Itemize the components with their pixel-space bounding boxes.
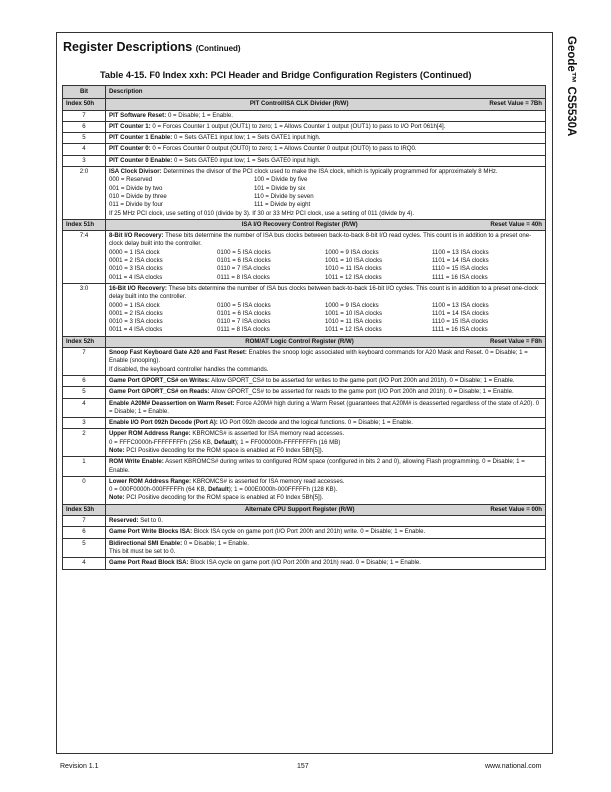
register-header-52h: Index 52h ROM/AT Logic Control Register (R/W) Reset Value = F8h [63, 336, 546, 347]
table-row: 7:4 8-Bit I/O Recovery: These bits determine the number of ISA bus clocks between back-to-back 8-bit I/O read cycles. This count is in addition to a preset one-clock delay built into the controller. 0000 = 1 ISA clock 0100 = 5 ISA clocks 1000 = 9 ISA clocks 1100 = 13 ISA clocks 0001 = 2 ISA clocks 0101 = 6 ISA clocks 1001 = 10 ISA clocks 1101 = 14 ISA clocks 0010 = 3 ISA clocks 0110 = 7 ISA clocks 1010 = 11 ISA clocks 1110 = 15 ISA clocks 0011 = 4 ISA clocks 0111 = 8 ISA clocks 1011 = 12 ISA clocks 1111 = 16 ISA clocks [63, 231, 546, 284]
table-row: 3 PIT Counter 0 Enable: 0 = Sets GATE0 input low; 1 = Sets GATE0 input high. [63, 155, 546, 166]
table-row: 6 Game Port GPORT_CS# on Writes: Allow GPORT_CS# to be asserted for writes to the game port (I/O Port 200h and 201h). 0 = Disable; 1 = Enable. [63, 375, 546, 386]
divisor-options: 000 = Reserved 100 = Divide by five 001 = Divide by two 101 = Divide by six 010 = Divide by three 110 = Divide by seven 011 = Divide by four 111 = Divide by eight [109, 176, 314, 209]
table-row: 7 PIT Software Reset: 0 = Disable; 1 = Enable. [63, 110, 546, 121]
footer-page-number: 157 [297, 763, 309, 770]
footer-revision: Revision 1.1 [60, 763, 99, 770]
table-row: 7 Snoop Fast Keyboard Gate A20 and Fast Reset: Enables the snoop logic associated with keyboard commands for A20 Mask and Reset. 0 = Disable; 1 = Enable (snooping). If disabled, the keyboard controller handles the commands. [63, 348, 546, 376]
recovery-options-8bit: 0000 = 1 ISA clock 0100 = 5 ISA clocks 1000 = 9 ISA clocks 1100 = 13 ISA clocks 0001 = 2 ISA clocks 0101 = 6 ISA clocks 1001 = 10 ISA clocks 1101 = 14 ISA clocks 0010 = 3 ISA clocks 0110 = 7 ISA clocks 1010 = 11 ISA clocks 1110 = 15 ISA clocks 0011 = 4 ISA clocks 0111 = 8 ISA clocks 1011 = 12 ISA clocks 1111 = 16 ISA clocks [109, 248, 489, 281]
table-row: 1 ROM Write Enable: Assert KBROMCS# during writes to configured ROM space (configured in bits 2 and 0), allowing Flash programming. 0 = Disable; 1 = Enable. [63, 457, 546, 477]
table-row: 7 Reserved: Set to 0. [63, 516, 546, 527]
section-title: Register Descriptions (Continued) [63, 40, 241, 54]
side-title: Geode™ CS5530A [565, 36, 577, 137]
table-row: 5 PIT Counter 1 Enable: 0 = Sets GATE1 input low; 1 = Sets GATE1 input high. [63, 133, 546, 144]
register-header-53h: Index 53h Alternate CPU Support Register (R/W) Reset Value = 00h [63, 504, 546, 515]
description-header: Description [106, 86, 546, 99]
table-title: Table 4-15. F0 Index xxh: PCI Header and Bridge Configuration Registers (Continued) [100, 70, 472, 80]
table-row: 5 Game Port GPORT_CS# on Reads: Allow GPORT_CS# to be asserted for reads to the game port (I/O Port 200h and 201h). 0 = Disable; 1 = Enable. [63, 387, 546, 398]
register-header-51h: Index 51h ISA I/O Recovery Control Register (R/W) Reset Value = 40h [63, 219, 546, 230]
table-row: 0 Lower ROM Address Range: KBROMCS# is asserted for ISA memory read accesses. 0 = 000F0000h-000FFFFFh (64 KB, Default); 1 = 000E0000h-000FFFFFh (128 KB). Note: PCI Positive decoding for the ROM space is enabled at F0 Index 5Bh[5]). [63, 476, 546, 504]
register-header-50h: Index 50h PIT Control/ISA CLK Divider (R/W) Reset Value = 7Bh [63, 99, 546, 110]
table-row: 4 PIT Counter 0: 0 = Forces Counter 0 output (OUT0) to zero; 1 = Allows Counter 0 output (OUT0) to pass to IRQ0. [63, 144, 546, 155]
table-header-row [63, 86, 546, 99]
bit-header: Bit [63, 86, 106, 99]
footer-url: www.national.com [485, 763, 542, 770]
table-row: 3:0 16-Bit I/O Recovery: These bits determine the number of ISA bus clocks between back-to-back 16-bit I/O cycles. This count is in addition to a preset one-clock delay built into the controller. 0000 = 1 ISA clock 0100 = 5 ISA clocks 1000 = 9 ISA clocks 1100 = 13 ISA clocks 0001 = 2 ISA clocks 0101 = 6 ISA clocks 1001 = 10 ISA clocks 1101 = 14 ISA clocks 0010 = 3 ISA clocks 0110 = 7 ISA clocks 1010 = 11 ISA clocks 1110 = 15 ISA clocks 0011 = 4 ISA clocks 0111 = 8 ISA clocks 1011 = 12 ISA clocks 1111 = 16 ISA clocks [63, 283, 546, 336]
table-row: 3 Enable I/O Port 092h Decode (Port A): I/O Port 092h decode and the logical functions. 0 = Disable; 1 = Enable. [63, 418, 546, 429]
table-row: 4 Game Port Read Block ISA: Block ISA cycle on game port (I/O Port 200h and 201h) read. 0 = Disable; 1 = Enable. [63, 558, 546, 569]
register-table [62, 85, 546, 570]
table-row: 2 Upper ROM Address Range: KBROMCS# is asserted for ISA memory read accesses. 0 = FFFC0000h-FFFFFFFFh (256 KB, Default); 1 = FF000000h-FFFFFFFFh (16 MB) Note: PCI Positive decoding for the ROM space is enabled at F0 Index 5Bh[5]). [63, 429, 546, 457]
table-row: 4 Enable A20M# Deassertion on Warm Reset: Force A20M# high during a Warm Reset (guarantees that A20M# is deasserted regardless of the state of A20). 0 = Disable; 1 = Enable. [63, 398, 546, 418]
table-row: 6 PIT Counter 1: 0 = Forces Counter 1 output (OUT1) to zero; 1 = Allows Counter 1 output (OUT1) to pass to I/O Port 061h[4]. [63, 121, 546, 132]
table-row: 6 Game Port Write Blocks ISA: Block ISA cycle on game port (I/O Port 200h and 201h) write. 0 = Disable; 1 = Enable. [63, 527, 546, 538]
recovery-options-16bit: 0000 = 1 ISA clock 0100 = 5 ISA clocks 1000 = 9 ISA clocks 1100 = 13 ISA clocks 0001 = 2 ISA clocks 0101 = 6 ISA clocks 1001 = 10 ISA clocks 1101 = 14 ISA clocks 0010 = 3 ISA clocks 0110 = 7 ISA clocks 1010 = 11 ISA clocks 1110 = 15 ISA clocks 0011 = 4 ISA clocks 0111 = 8 ISA clocks 1011 = 12 ISA clocks 1111 = 16 ISA clocks [109, 301, 489, 334]
table-row: 5 Bidirectional SMI Enable: 0 = Disable; 1 = Enable. This bit must be set to 0. [63, 538, 546, 558]
table-row: 2:0 ISA Clock Divisor: Determines the divisor of the PCI clock used to make the ISA clock, which is typically programmed for approximately 8 MHz. 000 = Reserved 100 = Divide by five 001 = Divide by two 101 = Divide by six 010 = Divide by three 110 = Divide by seven 011 = Divide by four 111 = Divide by eight If 25 MHz PCI clock, use setting of 010 (divide by 3). If 30 or 33 MHz PCI clock, use a setting of 011 (divide by 4). [63, 167, 546, 220]
